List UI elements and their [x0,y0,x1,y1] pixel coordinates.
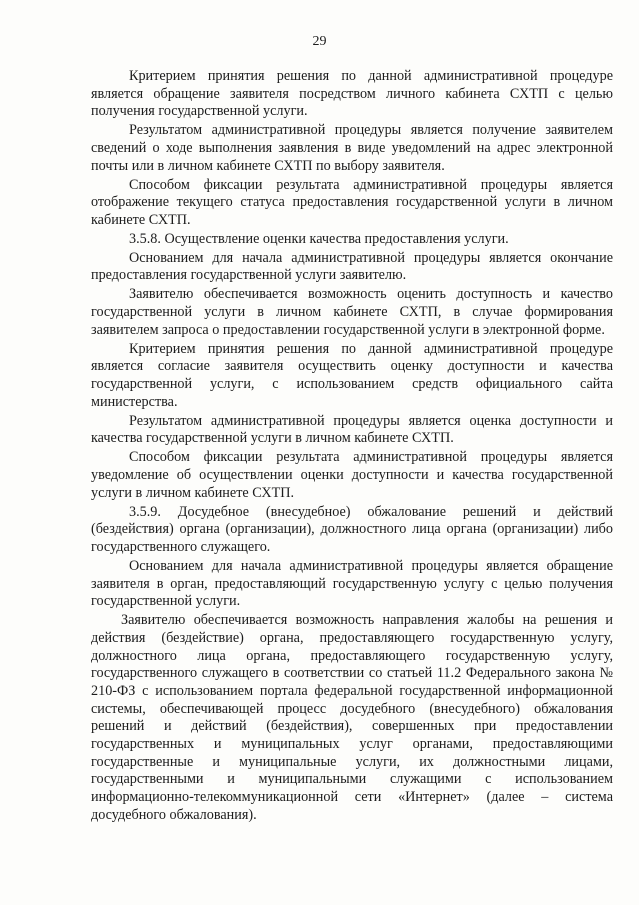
paragraph-complaint-possibility: Заявителю обеспечивается возможность направления жалобы на решения и действия (бездействие) органа, предоставляющего государственную услугу, должностного лица органа, предоставляющего государственную услугу, государственного служащего в соответствии со статьей 11.2 Федерального закона № 210-ФЗ с использованием портала федеральной государственной информационной системы, обеспечивающей процесс досудебного (внесудебного) обжалования решений и действий (бездействия), совершенных при предоставлении государственных и муниципальных услуг органами, предоставляющими государственные и муниципальные услуги, их должностными лицами, государственными и муниципальными служащими с использованием информационно-телекоммуникационной сети «Интернет» (далее – система досудебного обжалования). [91,612,613,823]
paragraph-fixation-status: Способом фиксации результата административной процедуры является отображение текущего статуса предоставления государственной услуги в личном кабинете СХТП. [91,176,613,228]
section-heading-3-5-8: 3.5.8. Осуществление оценки качества предоставления услуги. [129,230,509,247]
paragraph-criterion-consent: Критерием принятия решения по данной административной процедуре является согласие заявителя осуществить оценку доступности и качества государственной услуги, с использованием средств официального сайта министерства. [91,340,613,410]
paragraph-result-notifications: Результатом административной процедуры является получение заявителем сведений о ходе выполнения заявления в виде уведомлений на адрес электронной почты или в личном кабинете СХТП по выбору заявителя. [91,122,613,174]
section-heading-3-5-9: 3.5.9. Досудебное (внесудебное) обжалование решений и действий (бездействия) органа (организации), должностного лица органа (организации) либо государственного служащего. [91,503,613,555]
paragraph-assessment-possibility: Заявителю обеспечивается возможность оценить доступность и качество государственной услуги в личном кабинете СХТП, в случае формирования заявителем запроса о предоставлении государственной услуги в электронной форме. [91,286,613,338]
paragraph-basis-quality-assessment: Основанием для начала административной процедуры является окончание предоставления государственной услуги заявителю. [91,249,613,284]
paragraph-fixation-assessment: Способом фиксации результата административной процедуры является уведомление об осуществлении оценки доступности и качества государственной услуги в личном кабинете СХТП. [91,449,613,501]
document-body [91,68,613,826]
paragraph-basis-appeal: Основанием для начала административной процедуры является обращение заявителя в орган, предоставляющий государственную услугу с целью получения государственной услуги. [91,557,613,610]
paragraph-criterion-personal-account: Критерием принятия решения по данной административной процедуре является обращение заявителя посредством личного кабинета СХТП с целью получения государственной услуги. [91,68,613,120]
page-number: 29 [312,34,327,49]
paragraph-result-assessment: Результатом административной процедуры является оценка доступности и качества государственной услуги в личном кабинете СХТП. [91,412,613,447]
